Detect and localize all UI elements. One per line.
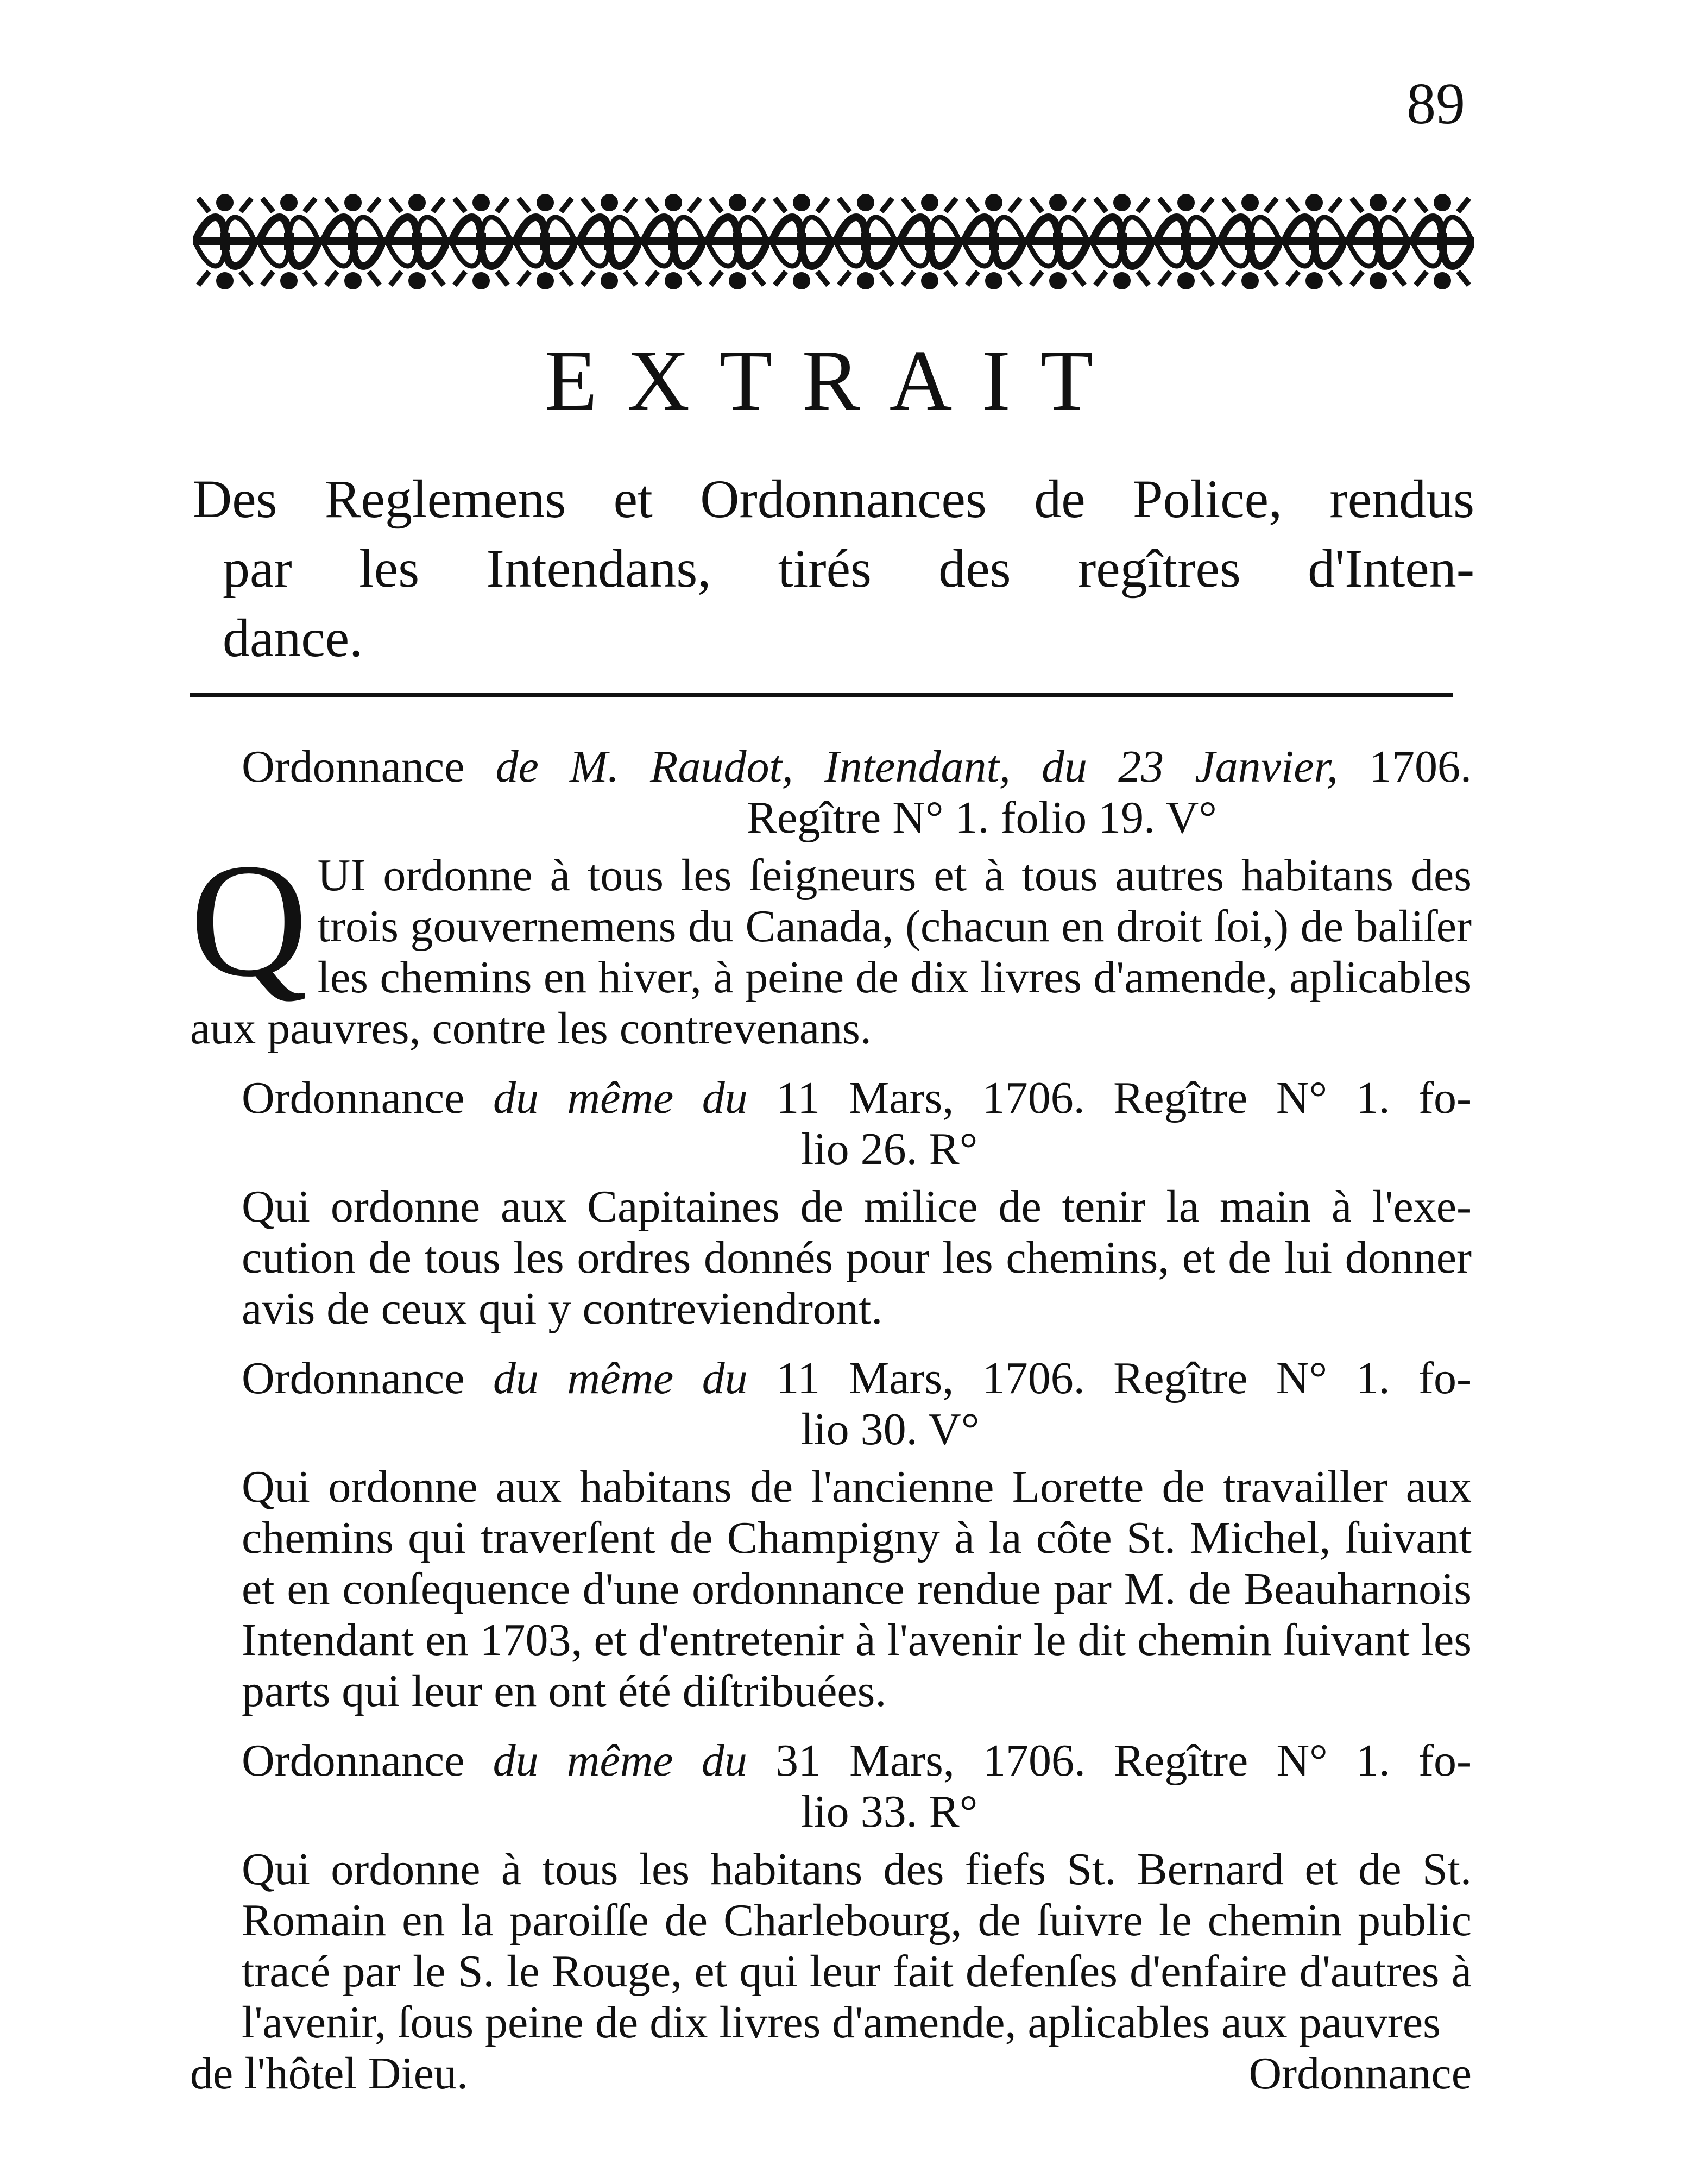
heading-line — [242, 1735, 1472, 1786]
subtitle — [193, 464, 1474, 673]
register-reference: lio 26. R° — [801, 1124, 978, 1174]
ordinance-list — [190, 741, 1472, 2118]
heading-text: Ordonnance — [242, 1353, 493, 1403]
heading-italic: du même du — [493, 1735, 775, 1786]
ordinance-heading — [190, 1353, 1472, 1455]
register-reference: Regître N° 1. folio 19. V° — [747, 792, 1217, 843]
heading-line — [242, 1073, 1472, 1124]
ordinance-entry — [190, 1073, 1472, 1335]
ordinance-heading — [190, 741, 1472, 844]
ordinance-text: Qui ordonne aux habitans de l'ancienne Lorette de travailler aux chemins qui traverſent de Champigny à la côte St. Michel, ſuivant et en conſequence d'une ordonnance rendue par M. de Beauharnois Intendant en 1703, et d'entretenir à l'avenir le dit chemin ſuivant les parts qui leur en ont été diſtribuées. — [242, 1462, 1472, 1716]
ordinance-body — [190, 830, 1472, 1054]
page-title: EXTRAIT — [544, 332, 1123, 429]
heading-italic: du même du — [493, 1073, 777, 1123]
catchword: Ordonnance — [1248, 2048, 1472, 2099]
ordinance-body — [190, 1181, 1472, 1335]
drop-cap: Q — [190, 830, 308, 1010]
ordinance-body — [190, 1844, 1472, 2099]
heading-text: 1706. — [1369, 741, 1472, 792]
ordinance-heading — [190, 1073, 1472, 1175]
subtitle-line-3: dance. — [223, 608, 363, 668]
heading-italic: de M. Raudot, Intendant, du 23 Janvier, — [495, 741, 1369, 792]
ordinance-heading — [190, 1735, 1472, 1837]
ordinance-entry — [190, 1353, 1472, 1717]
heading-text: Ordonnance — [242, 741, 496, 792]
ordinance-body — [190, 1462, 1472, 1717]
ordinance-text-end: de l'hôtel Dieu. — [190, 2048, 468, 2099]
subtitle-line-2: par les Intendans, tirés des regîtres d'Inten- — [223, 538, 1474, 599]
heading-text: 31 Mars, 1706. Regître N° 1. fo- — [775, 1735, 1472, 1786]
page-number: 89 — [1406, 72, 1465, 136]
heading-text: Ordonnance — [242, 1073, 493, 1123]
register-reference: lio 33. R° — [801, 1786, 978, 1837]
floral-ornament-icon — [193, 187, 1474, 296]
subtitle-line-1: Des Reglemens et Ordonnances de Police, rendus — [193, 469, 1474, 529]
ordinance-entry — [190, 1735, 1472, 2099]
ordinance-text: Qui ordonne aux Capitaines de milice de tenir la main à l'exe-cution de tous les ordres donnés pour les chemins, et de lui donner avis de ceux qui y contreviendront. — [242, 1181, 1472, 1334]
ordinance-entry — [190, 741, 1472, 1054]
heading-text: Ordonnance — [242, 1735, 493, 1786]
heading-text: 11 Mars, 1706. Regître N° 1. fo- — [776, 1073, 1472, 1123]
heading-italic: du même du — [493, 1353, 777, 1403]
horizontal-rule — [190, 693, 1453, 697]
ordinance-text: Qui ordonne à tous les habitans des fiefs St. Bernard et de St. Romain en la paroiſſe de Charlebourg, de ſuivre le chemin public tracé par le S. le Rouge, et qui leur fait defenſes d'enfaire d'autres à l'avenir, ſous peine de dix livres d'amende, aplicables aux pauvres — [242, 1844, 1472, 2048]
ordinance-text: UI ordonne à tous les ſeigneurs et à tous autres habitans des trois gouvernemens du Canada, (chacun en droit ſoi,) de baliſer les chemins en hiver, à peine de dix livres d'amende, aplicables aux pauvres, contre les contrevenans. — [190, 850, 1472, 1054]
heading-text: 11 Mars, 1706. Regître N° 1. fo- — [776, 1353, 1472, 1403]
heading-line — [242, 741, 1472, 792]
heading-line — [242, 1353, 1472, 1404]
final-line — [190, 2048, 1472, 2099]
register-reference: lio 30. V° — [801, 1404, 980, 1455]
